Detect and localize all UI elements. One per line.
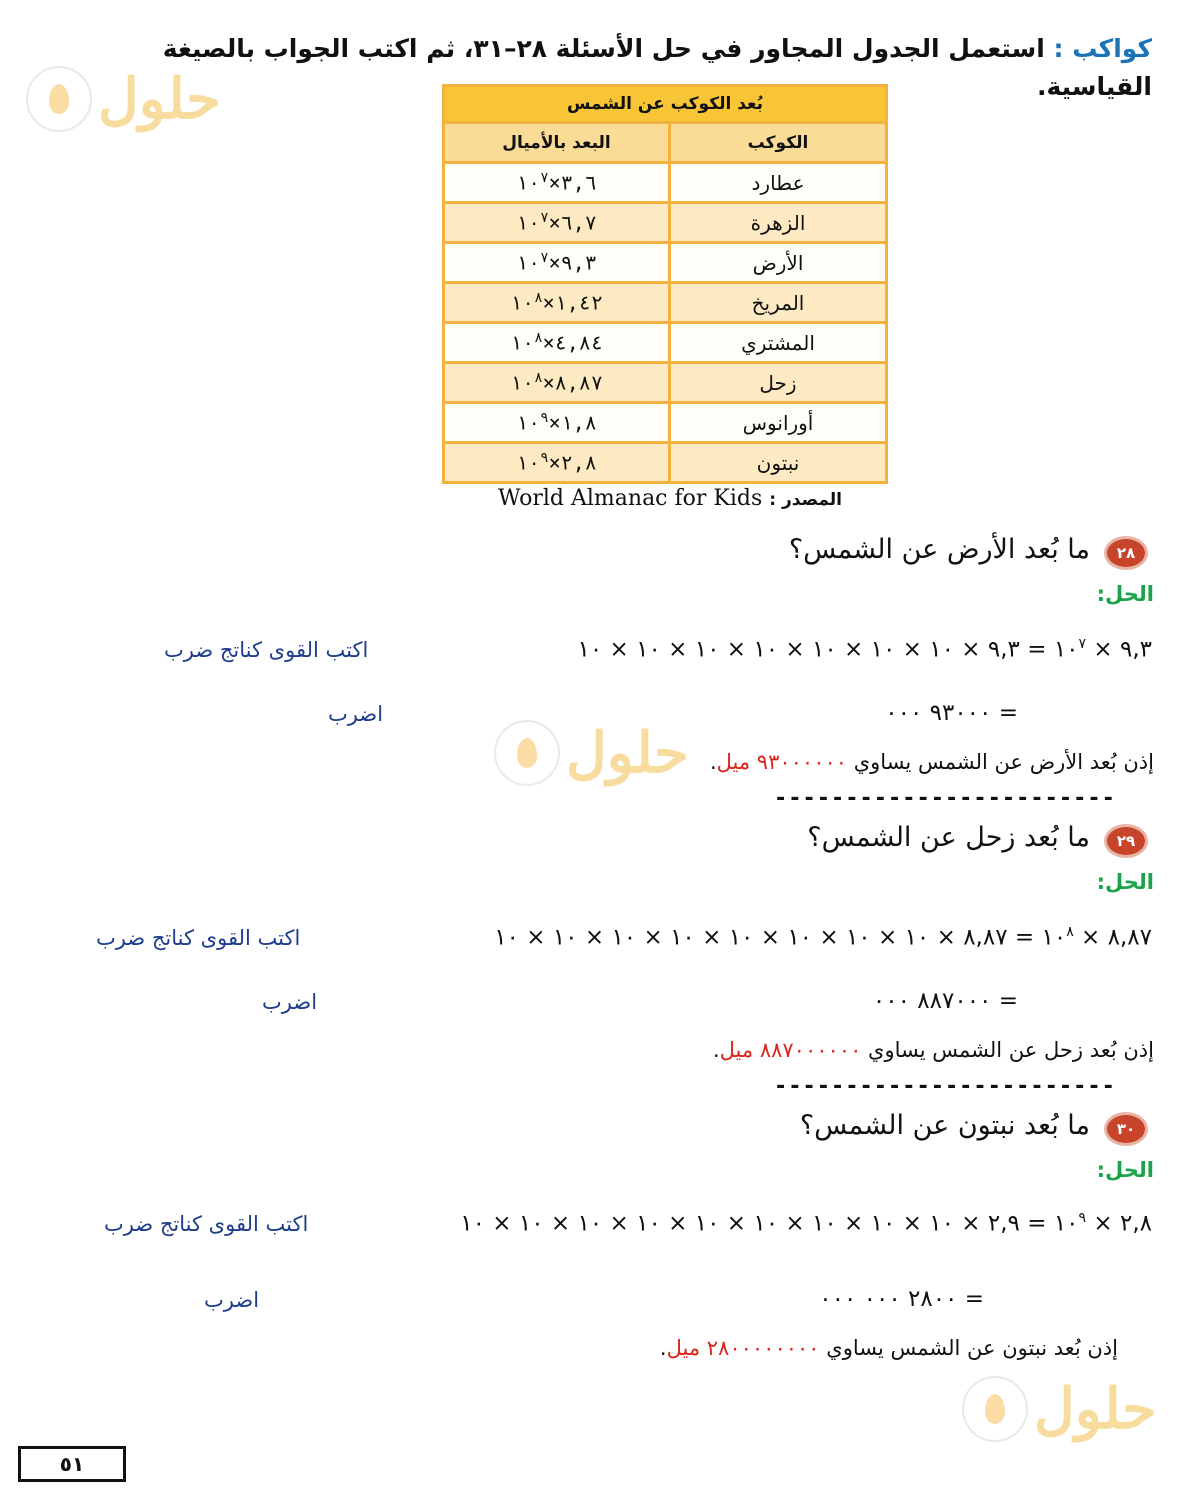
solution-label: الحل: [1096, 1158, 1154, 1182]
intro-text-line2: القياسية. [1037, 72, 1152, 101]
distance-coefficient: ٢,٨ [560, 450, 597, 475]
table-row [444, 203, 887, 243]
lhs-coefficient: ٨,٨٧ [1107, 924, 1152, 951]
watermark-text: حلول [98, 66, 221, 132]
note-multiply: اضرب [204, 1288, 260, 1312]
watermark-bottom [962, 1376, 1157, 1442]
q28-expansion: ٩,٣ × $١٠^٧$ = ٩,٣ × ١٠ × ١٠ × ١٠ × ١٠ × ١٠ × ١٠ × ١٠ [577, 636, 1152, 663]
distance-coefficient: ٩,٣ [560, 250, 597, 275]
answer-prefix: إذن بُعد زحل عن الشمس يساوي [868, 1038, 1154, 1062]
question-29-text: ما بُعد زحل عن الشمس؟ [807, 822, 1090, 853]
table-row [444, 323, 887, 363]
planet-distance: $٨,٨٧\times ١٠^٨$ [444, 363, 670, 403]
table-row [444, 243, 887, 283]
planet-distance: $٤,٨٤\times ١٠^٨$ [444, 323, 670, 363]
separator: ------------------------ [774, 1074, 1116, 1099]
lhs-exponent: ٨ [1066, 924, 1074, 940]
distance-exponent: ٨ [534, 330, 543, 347]
planet-distance: $١,٤٢\times ١٠^٨$ [444, 283, 670, 323]
answer-prefix: إذن بُعد الأرض عن الشمس يساوي [853, 750, 1154, 774]
note-write-powers: اكتب القوى كناتج ضرب [104, 1212, 309, 1236]
note-multiply: اضرب [262, 990, 318, 1014]
planet-distance: $٩,٣\times ١٠^٧$ [444, 243, 670, 283]
expansion-text: = ٩,٣ × ١٠ × ١٠ × ١٠ × ١٠ × ١٠ × ١٠ × ١٠ [577, 636, 1047, 663]
header-distance: البعد بالأميال [444, 123, 670, 163]
distance-coefficient: ٨,٨٧ [554, 370, 603, 395]
q28-result: = ٩٣٠٠٠ ٠٠٠ [885, 700, 1018, 726]
expansion-text: = ٢,٩ × ١٠ × ١٠ × ١٠ × ١٠ × ١٠ × ١٠ × ١٠ × ١٠ × ١٠ [460, 1210, 1047, 1237]
note-write-powers: اكتب القوى كناتج ضرب [96, 926, 301, 950]
planet-distance: $٣,٦\times ١٠^٧$ [444, 163, 670, 203]
page-number: ٥١ [18, 1446, 126, 1482]
q29-result: = ٨٨٧٠٠٠ ٠٠٠ [872, 988, 1018, 1014]
solution-label: الحل: [1096, 870, 1154, 894]
distance-exponent: ٧ [540, 170, 549, 187]
solution-label: الحل: [1096, 582, 1154, 606]
planet-name: الزهرة [670, 203, 887, 243]
watermark-logo-icon [494, 720, 560, 786]
planet-distance: $١,٨\times ١٠^٩$ [444, 403, 670, 443]
planet-distance: $٦,٧\times ١٠^٧$ [444, 203, 670, 243]
distance-coefficient: ١,٨ [560, 410, 597, 435]
distance-coefficient: ٦,٧ [560, 210, 597, 235]
note-write-powers: اكتب القوى كناتج ضرب [164, 638, 369, 662]
watermark-logo-icon [962, 1376, 1028, 1442]
answer-value: ٨٨٧٠٠٠٠٠٠ ميل [719, 1038, 862, 1062]
question-number-badge: ٢٨ [1104, 536, 1148, 570]
lhs-coefficient: ٩,٣ [1119, 636, 1152, 663]
distance-coefficient: ٣,٦ [560, 170, 597, 195]
separator: ------------------------ [774, 786, 1116, 811]
source-label: المصدر : [769, 490, 842, 510]
distance-exponent: ٨ [534, 290, 543, 307]
q30-result: = ٢٨٠٠ ٠٠٠ ٠٠٠ [819, 1286, 984, 1312]
answer-value: ٢٨٠٠٠٠٠٠٠٠ ميل [666, 1336, 820, 1360]
answer-end: . [659, 1336, 667, 1360]
question-30-text: ما بُعد نبتون عن الشمس؟ [799, 1110, 1090, 1141]
answer-value: ٩٣٠٠٠٠٠٠ ميل [716, 750, 848, 774]
planet-name: عطارد [670, 163, 887, 203]
table-source [498, 486, 888, 511]
watermark-top [26, 66, 221, 132]
planet-name: الأرض [670, 243, 887, 283]
table-row [444, 403, 887, 443]
answer-end: . [712, 1038, 720, 1062]
distance-exponent: ٩ [540, 410, 549, 427]
answer-prefix: إذن بُعد نبتون عن الشمس يساوي [826, 1336, 1118, 1360]
table-row [444, 283, 887, 323]
distance-exponent: ٩ [540, 450, 549, 467]
watermark-logo-icon [26, 66, 92, 132]
table-row [444, 443, 887, 483]
table-title: بُعد الكوكب عن الشمس [444, 86, 887, 123]
distance-exponent: ٨ [534, 370, 543, 387]
topic-keyword: كواكب : [1053, 34, 1152, 63]
q28-answer [710, 750, 1154, 774]
planet-distance: $٢,٨\times ١٠^٩$ [444, 443, 670, 483]
header-planet: الكوكب [670, 123, 887, 163]
planet-name: المريخ [670, 283, 887, 323]
answer-end: . [709, 750, 717, 774]
question-number-badge: ٢٩ [1104, 824, 1148, 858]
intro-text: استعمل الجدول المجاور في حل الأسئلة ٢٨–٣١، ثم اكتب الجواب بالصيغة [162, 34, 1045, 63]
table-row [444, 163, 887, 203]
note-multiply: اضرب [328, 702, 384, 726]
expansion-text: = ٨,٨٧ × ١٠ × ١٠ × ١٠ × ١٠ × ١٠ × ١٠ × ١٠ × ١٠ [494, 924, 1035, 951]
question-28-text: ما بُعد الأرض عن الشمس؟ [788, 534, 1090, 565]
distance-exponent: ٧ [540, 210, 549, 227]
q30-expansion: ٢,٨ × $١٠^٩$ = ٢,٩ × ١٠ × ١٠ × ١٠ × ١٠ × ١٠ × ١٠ × ١٠ × ١٠ × ١٠ [460, 1210, 1152, 1237]
source-text: World Almanac for Kids [498, 486, 763, 511]
watermark-text: حلول [566, 720, 689, 786]
intro-line [152, 28, 1152, 70]
distance-exponent: ٧ [540, 250, 549, 267]
planet-name: المشتري [670, 323, 887, 363]
distance-coefficient: ١,٤٢ [554, 290, 603, 315]
lhs-exponent: ٧ [1078, 636, 1087, 652]
table-row [444, 363, 887, 403]
planet-name: نبتون [670, 443, 887, 483]
lhs-exponent: ٩ [1078, 1210, 1087, 1226]
planet-name: أورانوس [670, 403, 887, 443]
watermark-middle [494, 720, 689, 786]
q30-answer [660, 1336, 1118, 1360]
watermark-text: حلول [1034, 1376, 1157, 1442]
planet-name: زحل [670, 363, 887, 403]
distance-coefficient: ٤,٨٤ [554, 330, 603, 355]
q29-answer [713, 1038, 1154, 1062]
q29-expansion: ٨,٨٧ × $١٠^٨$ = ٨,٨٧ × ١٠ × ١٠ × ١٠ × ١٠ × ١٠ × ١٠ × ١٠ × ١٠ [494, 924, 1152, 951]
lhs-coefficient: ٢,٨ [1119, 1210, 1152, 1237]
question-number-badge: ٣٠ [1104, 1112, 1148, 1146]
planet-distance-table [442, 84, 888, 484]
